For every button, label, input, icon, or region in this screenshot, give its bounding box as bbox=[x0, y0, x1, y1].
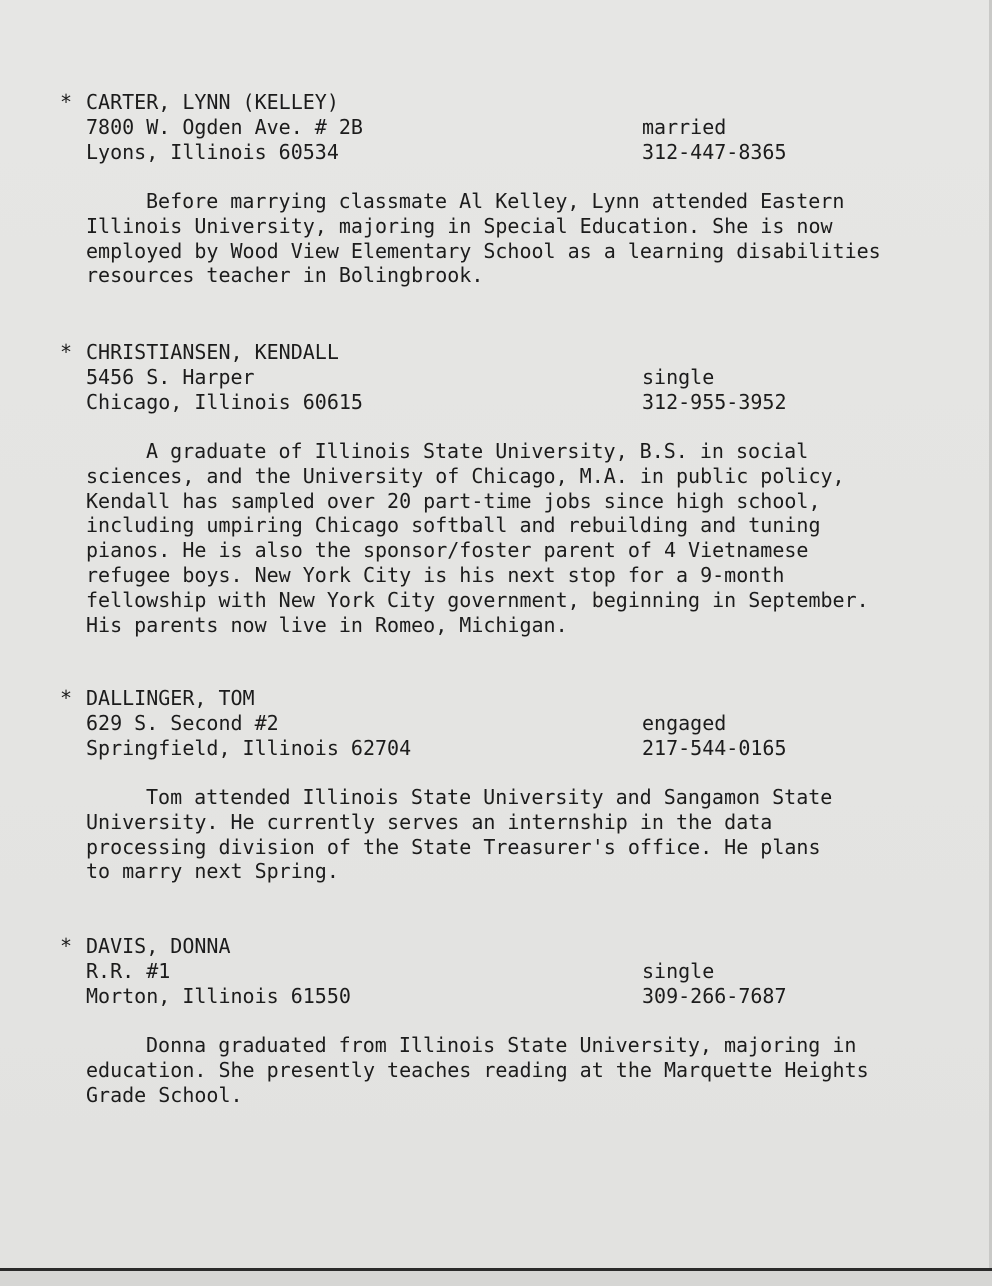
marital-status: engaged bbox=[642, 711, 727, 735]
street-address: R.R. #1 bbox=[86, 959, 171, 983]
bio-line: including umpiring Chicago softball and rebuilding and tuning bbox=[86, 513, 821, 538]
entry-name: CHRISTIANSEN, KENDALL bbox=[86, 340, 339, 364]
entry-christiansen bbox=[60, 340, 920, 637]
entry-davis bbox=[60, 934, 920, 1107]
bio-line: processing division of the State Treasurer's office. He plans bbox=[86, 834, 821, 859]
city-address: Springfield, Illinois 62704 bbox=[86, 736, 412, 760]
street-address: 5456 S. Harper bbox=[86, 365, 255, 389]
bottom-margin bbox=[0, 1271, 992, 1286]
phone-number: 312-955-3952 bbox=[642, 390, 787, 414]
street-address: 7800 W. Ogden Ave. # 2B bbox=[86, 115, 363, 139]
entry-name: DAVIS, DONNA bbox=[86, 934, 231, 958]
biography bbox=[86, 1033, 916, 1107]
entry-name-line bbox=[60, 934, 920, 959]
biography bbox=[86, 785, 916, 884]
entry-name-line bbox=[60, 340, 920, 365]
bio-line: Grade School. bbox=[86, 1082, 243, 1107]
bio-line: Kendall has sampled over 20 part-time jobs since high school, bbox=[86, 488, 821, 513]
marital-status: married bbox=[642, 115, 727, 139]
bio-line: Illinois University, majoring in Special Education. She is now bbox=[86, 213, 833, 238]
entry-dallinger bbox=[60, 686, 920, 884]
bio-line: Donna graduated from Illinois State University, majoring in bbox=[146, 1033, 857, 1057]
asterisk-marker: * bbox=[60, 340, 73, 364]
phone-number: 312-447-8365 bbox=[642, 140, 787, 164]
entry-name-line bbox=[60, 686, 920, 711]
bio-line: Before marrying classmate Al Kelley, Lynn attended Eastern bbox=[146, 189, 845, 213]
city-address: Morton, Illinois 61550 bbox=[86, 984, 351, 1008]
bio-line: University. He currently serves an internship in the data bbox=[86, 809, 773, 834]
bio-line: A graduate of Illinois State University, B.S. in social bbox=[146, 439, 809, 463]
city-address: Lyons, Illinois 60534 bbox=[86, 140, 339, 164]
phone-number: 309-266-7687 bbox=[642, 984, 787, 1008]
city-address: Chicago, Illinois 60615 bbox=[86, 390, 363, 414]
asterisk-marker: * bbox=[60, 686, 73, 710]
address-block bbox=[86, 115, 920, 165]
address-block bbox=[86, 711, 920, 761]
address-block bbox=[86, 365, 920, 415]
bio-line: pianos. He is also the sponsor/foster parent of 4 Vietnamese bbox=[86, 538, 809, 563]
asterisk-marker: * bbox=[60, 934, 73, 958]
street-address: 629 S. Second #2 bbox=[86, 711, 279, 735]
phone-number: 217-544-0165 bbox=[642, 736, 787, 760]
entry-name: DALLINGER, TOM bbox=[86, 686, 255, 710]
bio-line: Tom attended Illinois State University and Sangamon State bbox=[146, 785, 833, 809]
address-block bbox=[86, 959, 920, 1009]
entry-carter bbox=[60, 90, 920, 288]
marital-status: single bbox=[642, 365, 715, 389]
entry-name: CARTER, LYNN (KELLEY) bbox=[86, 90, 339, 114]
bio-line: sciences, and the University of Chicago, M.A. in public policy, bbox=[86, 463, 845, 488]
bio-line: His parents now live in Romeo, Michigan. bbox=[86, 612, 568, 637]
bio-line: fellowship with New York City government, beginning in September. bbox=[86, 587, 869, 612]
bio-line: refugee boys. New York City is his next stop for a 9-month bbox=[86, 562, 785, 587]
bio-line: resources teacher in Bolingbrook. bbox=[86, 263, 484, 288]
entry-name-line bbox=[60, 90, 920, 115]
biography bbox=[86, 439, 916, 637]
asterisk-marker: * bbox=[60, 90, 73, 114]
marital-status: single bbox=[642, 959, 715, 983]
bio-line: employed by Wood View Elementary School as a learning disabilities bbox=[86, 238, 881, 263]
biography bbox=[86, 189, 916, 288]
bio-line: to marry next Spring. bbox=[86, 859, 339, 884]
bio-line: education. She presently teaches reading at the Marquette Heights bbox=[86, 1057, 869, 1082]
